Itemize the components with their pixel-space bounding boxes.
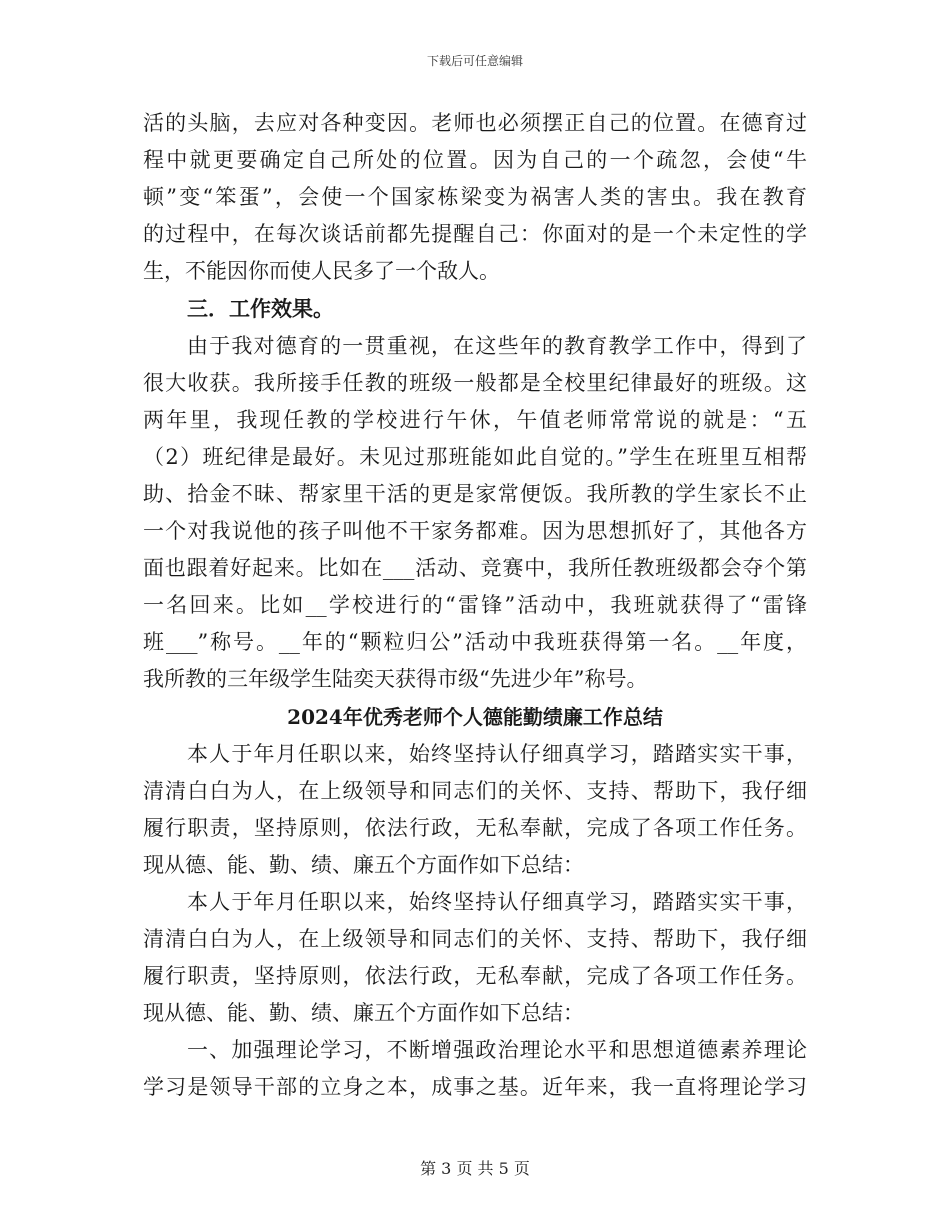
page-number-footer: 第 3 页 共 5 页 xyxy=(420,1159,530,1178)
text-line: 面也跟着好起来。比如在___活动、竞赛中，我所任教班级都会夺个第 xyxy=(143,556,807,581)
text-line: 本人于年月任职以来，始终坚持认仔细真学习，踏踏实实干事， xyxy=(187,741,807,766)
page-header-note: 下载后可任意编辑 xyxy=(426,54,523,68)
text-line: 一个对我说他的孩子叫他不干家务都难。因为思想抓好了，其他各方 xyxy=(143,519,807,544)
text-line: 现从德、能、勤、绩、廉五个方面作如下总结： xyxy=(143,852,584,877)
text-line: 班___”称号。__年的“颗粒归公”活动中我班获得第一名。__年度， xyxy=(143,630,807,655)
text-line: 很大收获。我所接手任教的班级一般都是全校里纪律最好的班级。这 xyxy=(143,370,807,395)
document-body xyxy=(143,105,807,1107)
text-line: 两年里，我现任教的学校进行午休，午值老师常常说的就是：“五 xyxy=(143,407,807,432)
text-line: 履行职责，坚持原则，依法行政，无私奉献，完成了各项工作任务。 xyxy=(143,964,807,989)
text-line: 一、加强理论学习，不断增强政治理论水平和思想道德素养理论 xyxy=(187,1038,807,1063)
text-line: 的过程中，在每次谈话前都先提醒自己：你面对的是一个未定性的学 xyxy=(143,222,807,247)
text-line: 生，不能因你而使人民多了一个敌人。 xyxy=(143,259,500,284)
text-line: 本人于年月任职以来，始终坚持认仔细真学习，踏踏实实干事， xyxy=(187,889,807,914)
text-line: 程中就更要确定自己所处的位置。因为自己的一个疏忽，会使“牛 xyxy=(143,148,807,173)
text-line: 我所教的三年级学生陆奕天获得市级“先进少年”称号。 xyxy=(143,667,648,692)
document-title: 2024年优秀老师个人德能勤绩廉工作总结 xyxy=(287,704,663,729)
text-line: 现从德、能、勤、绩、廉五个方面作如下总结： xyxy=(143,1001,584,1026)
text-line: 学习是领导干部的立身之本，成事之基。近年来，我一直将理论学习 xyxy=(143,1075,807,1100)
text-line: 活的头脑，去应对各种变因。老师也必须摆正自己的位置。在德育过 xyxy=(143,111,807,135)
text-line: 一名回来。比如__学校进行的“雷锋”活动中，我班就获得了“雷锋 xyxy=(143,593,807,618)
text-line: （2）班纪律是最好。未见过那班能如此自觉的。”学生在班里互相帮 xyxy=(143,444,807,469)
text-line: 由于我对德育的一贯重视，在这些年的教育教学工作中，得到了 xyxy=(187,333,807,358)
text-line: 履行职责，坚持原则，依法行政，无私奉献，完成了各项工作任务。 xyxy=(143,815,807,840)
text-line: 清清白白为人，在上级领导和同志们的关怀、支持、帮助下，我仔细 xyxy=(143,778,807,803)
text-line: 顿”变“笨蛋”，会使一个国家栋梁变为祸害人类的害虫。我在教育 xyxy=(143,185,807,210)
section-heading: 三．工作效果。 xyxy=(187,296,334,322)
text-line: 清清白白为人，在上级领导和同志们的关怀、支持、帮助下，我仔细 xyxy=(143,927,807,952)
text-line: 助、拾金不昧、帮家里干活的更是家常便饭。我所教的学生家长不止 xyxy=(143,481,807,506)
